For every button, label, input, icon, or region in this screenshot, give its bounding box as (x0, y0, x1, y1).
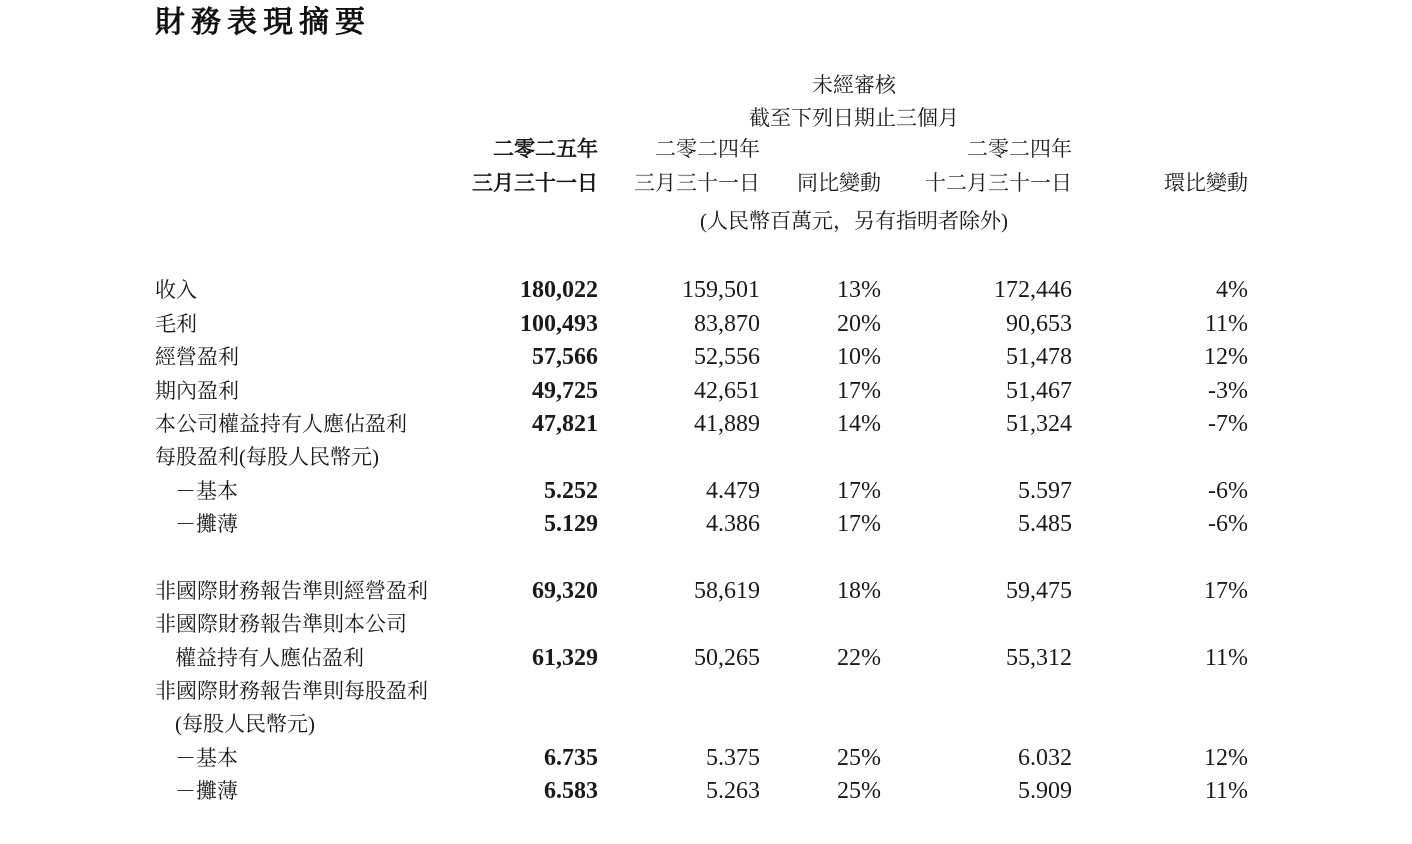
table-row (155, 438, 1248, 471)
cell-value: 5.263 (706, 778, 760, 805)
cell-value (881, 605, 1072, 638)
cell-value: 14% (837, 410, 881, 437)
row-label: 非國際財務報告準則本公司 (155, 612, 407, 637)
cell-value: 51,324 (1006, 410, 1072, 437)
cell-value (598, 438, 760, 471)
unaudited-label: 未經審核 (812, 73, 896, 97)
cell-value: 49,725 (532, 377, 598, 404)
cell-value (1072, 438, 1248, 471)
cell-value (460, 605, 598, 638)
cell-value: 25% (837, 744, 881, 771)
cell-value: 50,265 (694, 644, 760, 671)
cell-value: 6.032 (1018, 744, 1072, 771)
cell-value: 25% (837, 778, 881, 805)
col-header-date: 三月三十一日 (634, 171, 760, 195)
cell-value (598, 605, 760, 638)
cell-value: 11% (1204, 778, 1249, 805)
cell-value (598, 672, 760, 705)
cell-value: 5.375 (706, 744, 760, 771)
cell-value: 51,478 (1006, 344, 1072, 371)
cell-value (460, 438, 598, 471)
cell-value (760, 538, 881, 571)
cell-value: 180,022 (520, 277, 598, 304)
cell-value: 83,870 (694, 310, 760, 337)
col-header-year: 二零二五年 (493, 137, 598, 161)
cell-value: 172,446 (994, 277, 1072, 304)
cell-value: 5.485 (1018, 511, 1072, 538)
cell-value (760, 672, 881, 705)
cell-value: 12% (1204, 344, 1249, 371)
col-header-2025-mar31 (460, 132, 598, 200)
col-header-yoy-change (760, 132, 881, 200)
cell-value (881, 672, 1072, 705)
cell-value: 42,651 (694, 377, 760, 404)
cell-value: 47,821 (532, 410, 598, 437)
cell-value (760, 605, 881, 638)
cell-value: 55,312 (1006, 644, 1072, 671)
cell-value: 6.583 (544, 778, 598, 805)
cell-value: 6.735 (544, 744, 598, 771)
cell-value: 90,653 (1006, 310, 1072, 337)
cell-value (598, 705, 760, 738)
row-label: (每股人民幣元) (175, 712, 315, 737)
cell-value: 13% (837, 277, 881, 304)
spacer-cell (155, 132, 460, 200)
row-label: 收入 (155, 278, 197, 303)
col-header-date: 十二月三十一日 (925, 171, 1072, 195)
cell-value: 12% (1204, 744, 1249, 771)
table-row (155, 371, 1248, 404)
cell-value: -3% (1208, 377, 1249, 404)
cell-value (460, 538, 598, 571)
spacer-cell (155, 67, 460, 99)
cell-value: 5.597 (1018, 477, 1072, 504)
cell-value: 59,475 (1006, 577, 1072, 604)
cell-value: 61,329 (532, 644, 598, 671)
col-header-date: 環比變動 (1164, 171, 1249, 195)
row-label: 權益持有人應佔盈利 (175, 645, 364, 670)
cell-value (598, 538, 760, 571)
row-label: 非國際財務報告準則每股盈利 (155, 679, 428, 704)
table-row (155, 672, 1248, 705)
cell-value: 22% (837, 644, 881, 671)
table-row (155, 705, 1248, 738)
cell-value: 100,493 (520, 310, 598, 337)
cell-value: -7% (1208, 410, 1249, 437)
col-header-year: 二零二四年 (967, 137, 1072, 161)
cell-value (460, 672, 598, 705)
cell-value (1072, 538, 1248, 571)
table-row (155, 505, 1248, 538)
table-row (155, 471, 1248, 504)
cell-value: 17% (1204, 577, 1249, 604)
table-rows (155, 271, 1248, 805)
cell-value: 159,501 (682, 277, 760, 304)
cell-value: 10% (837, 344, 881, 371)
row-label: 每股盈利(每股人民幣元) (155, 445, 379, 470)
row-label: 本公司權益持有人應佔盈利 (155, 411, 407, 436)
header-gap-row (155, 235, 1248, 271)
spacer-cell (155, 200, 460, 235)
cell-value: 57,566 (532, 344, 598, 371)
table-row (155, 405, 1248, 438)
cell-value: 58,619 (694, 577, 760, 604)
row-label (155, 538, 460, 571)
table-row (155, 572, 1248, 605)
cell-value: 41,889 (694, 410, 760, 437)
cell-value: 51,467 (1006, 377, 1072, 404)
unit-note-row (155, 200, 1248, 235)
col-header-year: 二零二四年 (655, 137, 760, 161)
spacer-cell (155, 235, 1248, 271)
cell-value: 4.479 (706, 477, 760, 504)
table-row (155, 638, 1248, 671)
cell-value (760, 438, 881, 471)
cell-value (1072, 672, 1248, 705)
cell-value (760, 705, 881, 738)
cell-value: -6% (1208, 477, 1249, 504)
cell-value: 17% (837, 377, 881, 404)
unit-note: (人民幣百萬元，另有指明者除外) (700, 209, 1008, 233)
row-label: －攤薄 (175, 512, 238, 537)
cell-value: 4% (1216, 277, 1249, 304)
cell-value: 5.252 (544, 477, 598, 504)
col-header-date: 同比變動 (797, 171, 881, 195)
column-headers-row (155, 132, 1248, 200)
row-label: －基本 (175, 745, 238, 770)
cell-value: 5.909 (1018, 778, 1072, 805)
table-row (155, 338, 1248, 371)
row-label: －攤薄 (175, 779, 238, 804)
cell-value: 17% (837, 477, 881, 504)
spacer-row (155, 538, 1248, 571)
page-title: 財務表現摘要 (155, 6, 371, 39)
cell-value: 5.129 (544, 511, 598, 538)
col-header-qoq-change (1072, 132, 1248, 200)
cell-value (1072, 705, 1248, 738)
cell-value: 20% (837, 310, 881, 337)
spacer-cell (155, 99, 460, 132)
period-header-row (155, 99, 1248, 132)
cell-value (881, 438, 1072, 471)
table-row (155, 738, 1248, 771)
col-header-2024-mar31 (598, 132, 760, 200)
row-label: －基本 (175, 478, 238, 503)
cell-value: 4.386 (706, 511, 760, 538)
table-row (155, 772, 1248, 805)
period-label: 截至下列日期止三個月 (749, 106, 959, 130)
row-label: 經營盈利 (155, 345, 239, 370)
unaudited-header-row (155, 67, 1248, 99)
table-row (155, 304, 1248, 337)
cell-value: -6% (1208, 511, 1249, 538)
col-header-2024-dec31 (881, 132, 1072, 200)
cell-value: 18% (837, 577, 881, 604)
cell-value: 52,556 (694, 344, 760, 371)
financial-summary-table (155, 67, 1248, 805)
cell-value: 69,320 (532, 577, 598, 604)
cell-value (1072, 605, 1248, 638)
table-row (155, 271, 1248, 304)
col-header-date: 三月三十一日 (472, 171, 598, 195)
row-label: 毛利 (155, 311, 197, 336)
table-row (155, 605, 1248, 638)
cell-value: 11% (1204, 310, 1249, 337)
row-label: 期內盈利 (155, 378, 239, 403)
cell-value (881, 538, 1072, 571)
row-label: 非國際財務報告準則經營盈利 (155, 578, 428, 603)
cell-value (881, 705, 1072, 738)
cell-value: 11% (1204, 644, 1249, 671)
cell-value (460, 705, 598, 738)
cell-value: 17% (837, 511, 881, 538)
